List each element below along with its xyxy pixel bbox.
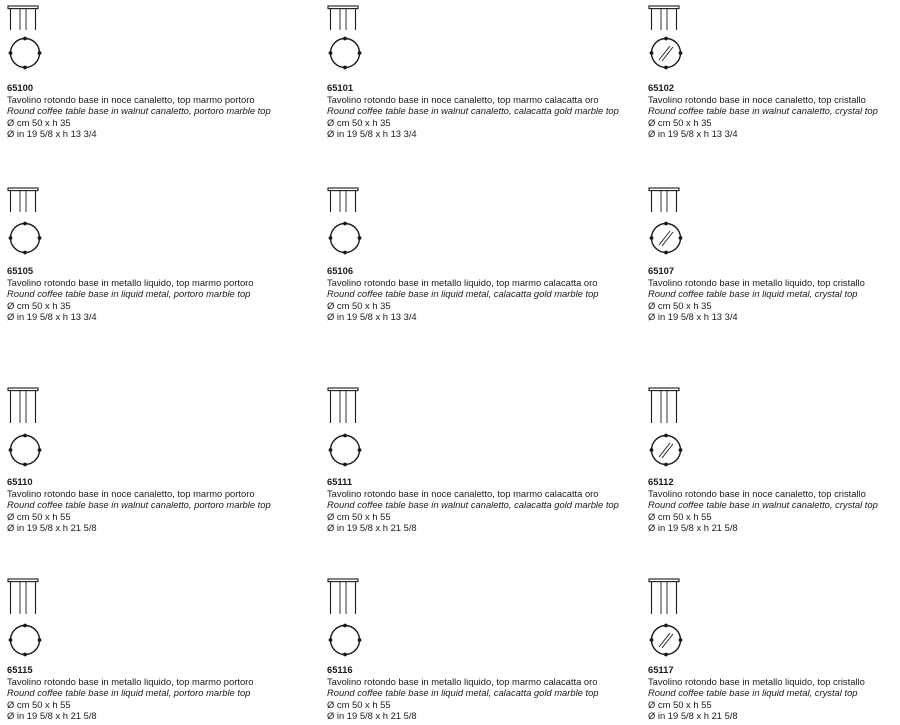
table-elevation-icon — [327, 387, 359, 424]
table-elevation-icon — [7, 387, 39, 424]
dimensions-cm: Ø cm 50 x h 35 — [648, 299, 712, 311]
description-it: Tavolino rotondo base in metallo liquido, top marmo portoro — [7, 675, 254, 687]
dimensions-in: Ø in 19 5/8 x h 13 3/4 — [648, 311, 738, 322]
description-en: Round coffee table base in liquid metal, crystal top — [648, 687, 858, 698]
product-info — [648, 664, 865, 722]
product-code: 65106 — [327, 265, 354, 276]
dimensions-cm: Ø cm 50 x h 35 — [648, 116, 712, 128]
description-en: Round coffee table base in walnut canaletto, portoro marble top — [7, 499, 271, 510]
plan-drawing — [327, 35, 363, 76]
product-code: 65117 — [648, 664, 674, 675]
product-code: 65101 — [327, 82, 354, 93]
table-elevation-icon — [648, 187, 680, 213]
dimensions-cm: Ø cm 50 x h 35 — [327, 116, 391, 128]
elevation-drawing — [327, 578, 359, 620]
product-code: 65116 — [327, 664, 353, 675]
description-it: Tavolino rotondo base in metallo liquido, top marmo calacatta oro — [327, 276, 598, 288]
dimensions-cm: Ø cm 50 x h 35 — [7, 116, 71, 128]
dimensions-in: Ø in 19 5/8 x h 21 5/8 — [7, 522, 97, 533]
description-en: Round coffee table base in walnut canaletto, calacatta gold marble top — [327, 499, 619, 510]
dimensions-cm: Ø cm 50 x h 55 — [7, 510, 71, 522]
description-en: Round coffee table base in walnut canaletto, calacatta gold marble top — [327, 105, 619, 116]
elevation-drawing — [7, 578, 39, 620]
product-info — [327, 664, 599, 722]
product-info — [327, 265, 599, 323]
elevation-drawing — [7, 187, 39, 218]
product-info — [7, 476, 271, 534]
description-en: Round coffee table base in liquid metal, crystal top — [648, 288, 858, 299]
elevation-drawing — [327, 187, 359, 218]
elevation-drawing — [648, 578, 680, 620]
product-info — [327, 82, 619, 140]
product-info — [648, 82, 878, 140]
table-elevation-icon — [327, 187, 359, 213]
dimensions-in: Ø in 19 5/8 x h 21 5/8 — [327, 522, 417, 533]
crystal-top-plan-icon — [648, 35, 684, 71]
dimensions-in: Ø in 19 5/8 x h 21 5/8 — [327, 710, 417, 721]
product-info — [7, 82, 271, 140]
dimensions-cm: Ø cm 50 x h 55 — [648, 510, 712, 522]
plan-drawing — [7, 622, 43, 663]
product-code: 65107 — [648, 265, 675, 276]
dimensions-cm: Ø cm 50 x h 55 — [648, 698, 712, 710]
table-top-plan-icon — [327, 220, 363, 256]
description-en: Round coffee table base in liquid metal, portoro marble top — [7, 687, 251, 698]
product-code: 65112 — [648, 476, 674, 487]
description-en: Round coffee table base in walnut canaletto, crystal top — [648, 499, 878, 510]
description-it: Tavolino rotondo base in noce canaletto, top cristallo — [648, 487, 866, 499]
dimensions-in: Ø in 19 5/8 x h 13 3/4 — [7, 311, 97, 322]
dimensions-in: Ø in 19 5/8 x h 13 3/4 — [327, 128, 417, 139]
description-en: Round coffee table base in walnut canaletto, portoro marble top — [7, 105, 271, 116]
description-it: Tavolino rotondo base in metallo liquido, top marmo portoro — [7, 276, 254, 288]
product-info — [648, 476, 878, 534]
crystal-top-plan-icon — [648, 432, 684, 468]
table-top-plan-icon — [327, 432, 363, 468]
table-elevation-icon — [327, 578, 359, 615]
plan-drawing — [648, 220, 684, 261]
table-top-plan-icon — [7, 432, 43, 468]
description-it: Tavolino rotondo base in noce canaletto, top cristallo — [648, 93, 866, 105]
table-top-plan-icon — [7, 35, 43, 71]
plan-drawing — [648, 35, 684, 76]
dimensions-in: Ø in 19 5/8 x h 13 3/4 — [327, 311, 417, 322]
elevation-drawing — [327, 5, 359, 36]
description-it: Tavolino rotondo base in noce canaletto, top marmo portoro — [7, 487, 255, 499]
elevation-drawing — [648, 5, 680, 36]
elevation-drawing — [648, 187, 680, 218]
product-info — [327, 476, 619, 534]
description-it: Tavolino rotondo base in noce canaletto, top marmo calacatta oro — [327, 487, 599, 499]
dimensions-cm: Ø cm 50 x h 55 — [327, 510, 391, 522]
product-code: 65111 — [327, 476, 353, 487]
product-code: 65105 — [7, 265, 34, 276]
dimensions-in: Ø in 19 5/8 x h 21 5/8 — [648, 522, 738, 533]
table-top-plan-icon — [327, 35, 363, 71]
dimensions-cm: Ø cm 50 x h 55 — [327, 698, 391, 710]
plan-drawing — [7, 35, 43, 76]
description-en: Round coffee table base in liquid metal, portoro marble top — [7, 288, 251, 299]
product-code: 65115 — [7, 664, 33, 675]
product-code: 65102 — [648, 82, 675, 93]
elevation-drawing — [7, 5, 39, 36]
description-en: Round coffee table base in walnut canaletto, crystal top — [648, 105, 878, 116]
crystal-top-plan-icon — [648, 220, 684, 256]
description-it: Tavolino rotondo base in metallo liquido, top marmo calacatta oro — [327, 675, 598, 687]
description-it: Tavolino rotondo base in noce canaletto, top marmo calacatta oro — [327, 93, 599, 105]
dimensions-in: Ø in 19 5/8 x h 21 5/8 — [7, 710, 97, 721]
description-en: Round coffee table base in liquid metal, calacatta gold marble top — [327, 288, 599, 299]
table-elevation-icon — [7, 187, 39, 213]
table-top-plan-icon — [7, 220, 43, 256]
product-code: 65100 — [7, 82, 34, 93]
dimensions-cm: Ø cm 50 x h 35 — [327, 299, 391, 311]
plan-drawing — [648, 622, 684, 663]
description-en: Round coffee table base in liquid metal, calacatta gold marble top — [327, 687, 599, 698]
elevation-drawing — [327, 387, 359, 429]
table-elevation-icon — [7, 5, 39, 31]
product-info — [7, 664, 254, 722]
description-it: Tavolino rotondo base in metallo liquido, top cristallo — [648, 276, 865, 288]
table-elevation-icon — [648, 5, 680, 31]
dimensions-in: Ø in 19 5/8 x h 21 5/8 — [648, 710, 738, 721]
plan-drawing — [7, 432, 43, 473]
table-elevation-icon — [648, 387, 680, 424]
product-info — [648, 265, 865, 323]
plan-drawing — [648, 432, 684, 473]
plan-drawing — [327, 220, 363, 261]
description-it: Tavolino rotondo base in noce canaletto, top marmo portoro — [7, 93, 255, 105]
product-info — [7, 265, 254, 323]
table-elevation-icon — [327, 5, 359, 31]
elevation-drawing — [648, 387, 680, 429]
crystal-top-plan-icon — [648, 622, 684, 658]
description-it: Tavolino rotondo base in metallo liquido, top cristallo — [648, 675, 865, 687]
plan-drawing — [327, 432, 363, 473]
table-top-plan-icon — [7, 622, 43, 658]
dimensions-cm: Ø cm 50 x h 55 — [7, 698, 71, 710]
table-elevation-icon — [7, 578, 39, 615]
plan-drawing — [327, 622, 363, 663]
table-top-plan-icon — [327, 622, 363, 658]
dimensions-in: Ø in 19 5/8 x h 13 3/4 — [7, 128, 97, 139]
dimensions-in: Ø in 19 5/8 x h 13 3/4 — [648, 128, 738, 139]
product-code: 65110 — [7, 476, 33, 487]
elevation-drawing — [7, 387, 39, 429]
table-elevation-icon — [648, 578, 680, 615]
plan-drawing — [7, 220, 43, 261]
dimensions-cm: Ø cm 50 x h 35 — [7, 299, 71, 311]
